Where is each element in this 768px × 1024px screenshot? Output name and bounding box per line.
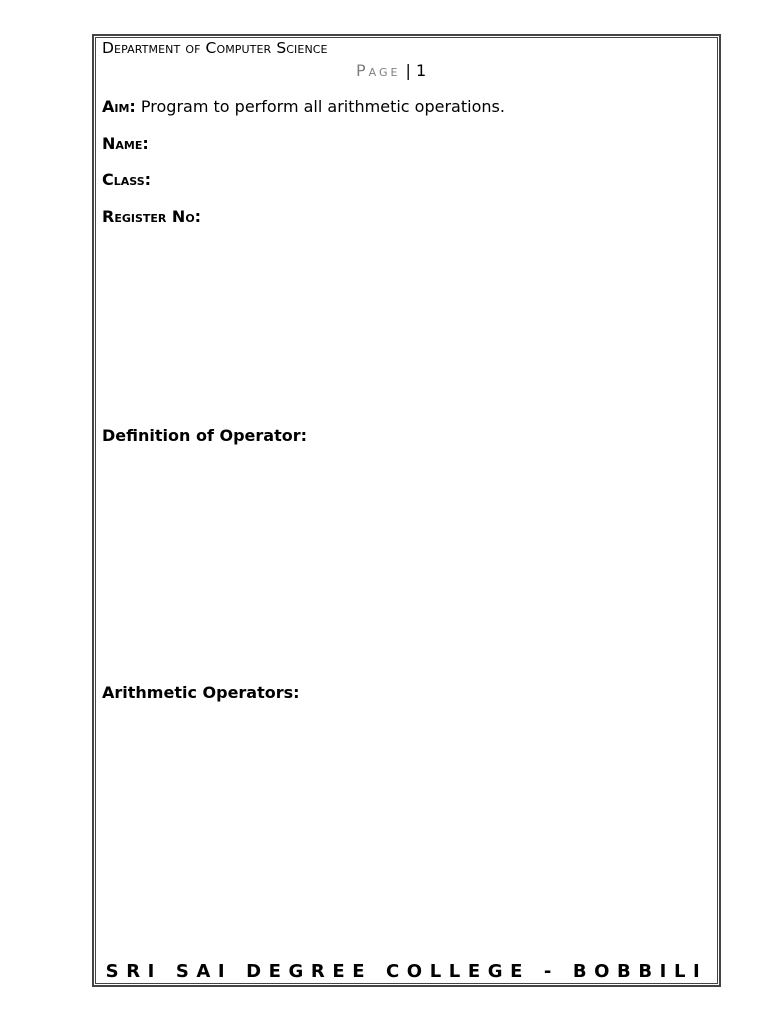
- register-no-label: Register No:: [102, 207, 202, 226]
- department-header: Department of Computer Science: [102, 39, 328, 57]
- page-border-inner: [95, 37, 718, 984]
- page-number: 1: [416, 61, 427, 80]
- aim-label: Aim:: [102, 97, 136, 116]
- aim-row: [102, 97, 505, 116]
- page-number-line: [356, 61, 426, 80]
- class-label: Class:: [102, 170, 152, 189]
- definition-heading: Definition of Operator:: [102, 426, 307, 445]
- aim-value: Program to perform all arithmetic operations.: [135, 97, 505, 116]
- name-label: Name:: [102, 134, 149, 153]
- arithmetic-operators-heading: Arithmetic Operators:: [102, 683, 300, 702]
- college-footer: SRI SAI DEGREE COLLEGE - BOBBILI: [105, 961, 708, 982]
- page-label: Page: [356, 61, 401, 80]
- page-separator: |: [400, 61, 417, 80]
